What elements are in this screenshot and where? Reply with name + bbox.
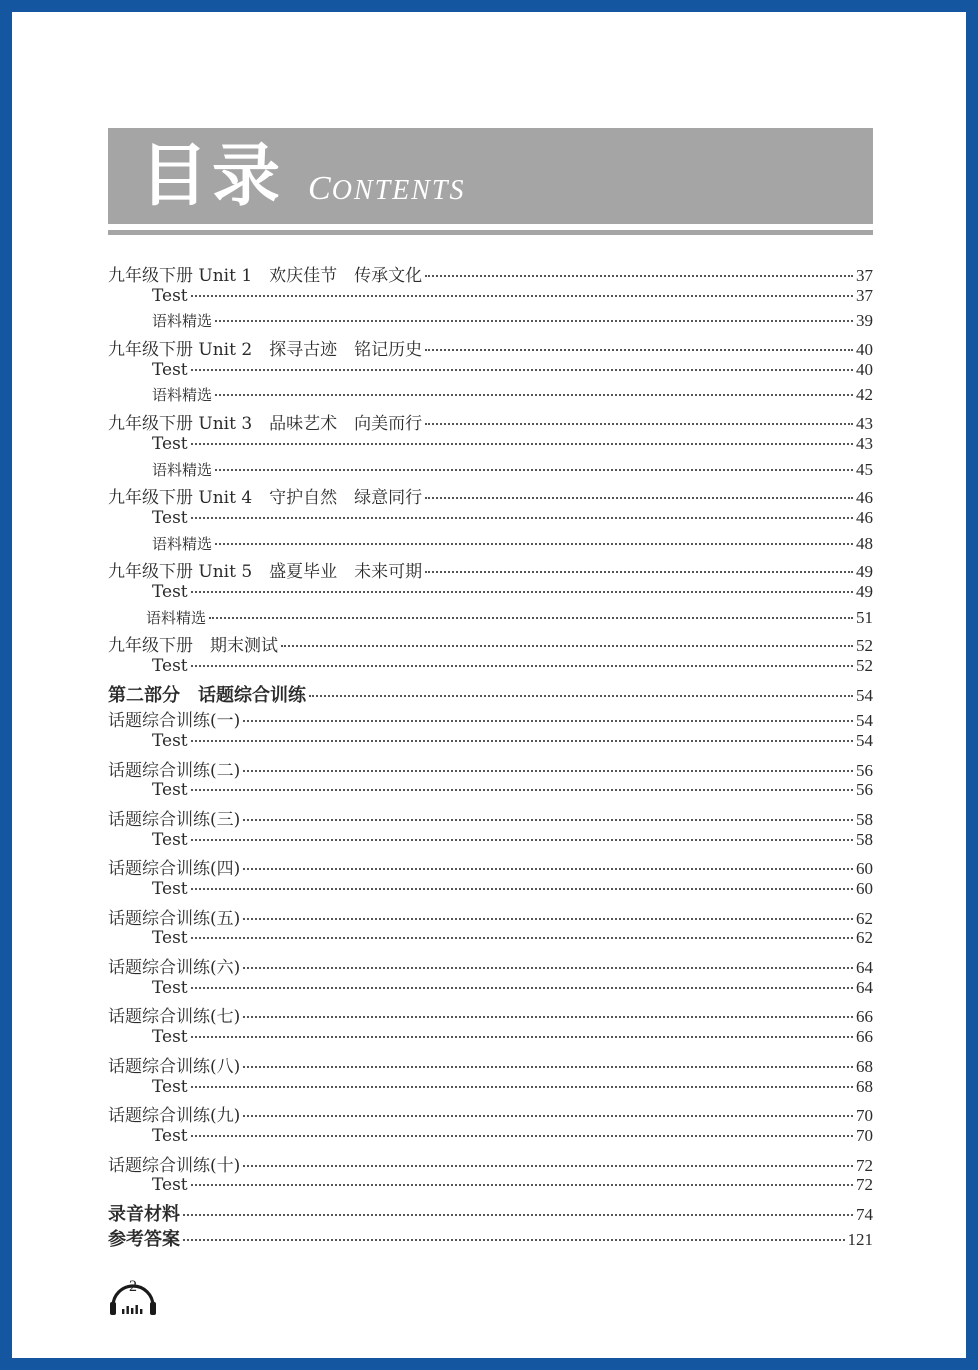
- toc-entry-page: 121: [847, 1230, 873, 1250]
- toc-entry[interactable]: [108, 360, 873, 385]
- document-page: [12, 12, 966, 1358]
- toc-entry[interactable]: [108, 928, 873, 953]
- dot-leader: [243, 1115, 853, 1117]
- dot-leader: [425, 497, 853, 499]
- toc-entry-label: 话题综合训练(六): [108, 958, 241, 979]
- toc-entry-page: 46: [856, 507, 873, 527]
- toc-entry[interactable]: [108, 631, 873, 656]
- dot-leader: [215, 394, 853, 396]
- dot-leader: [215, 543, 853, 545]
- toc-entry-page: 66: [856, 1027, 873, 1047]
- toc-entry[interactable]: [108, 1077, 873, 1102]
- toc-entry[interactable]: [108, 681, 873, 707]
- toc-entry-page: 40: [856, 340, 873, 360]
- toc-entry[interactable]: [108, 756, 873, 781]
- toc-entry-label: Test: [152, 1027, 188, 1048]
- dot-leader: [243, 720, 853, 722]
- dot-leader: [425, 571, 853, 573]
- toc-entry[interactable]: [108, 656, 873, 681]
- toc-entry[interactable]: [108, 854, 873, 879]
- dot-leader: [183, 1239, 845, 1241]
- contents-title-en: [308, 170, 466, 208]
- toc-entry[interactable]: [108, 1225, 873, 1252]
- toc-entry-page: 66: [856, 1007, 873, 1027]
- toc-entry-label: 话题综合训练(二): [108, 760, 241, 781]
- toc-entry-label: 语料精选: [146, 608, 207, 627]
- toc-entry[interactable]: [108, 1200, 873, 1226]
- dot-leader: [191, 839, 853, 841]
- toc-entry-page: 39: [856, 311, 873, 331]
- toc-entry-label: Test: [152, 433, 188, 454]
- toc-entry-label: Test: [152, 730, 188, 751]
- toc-entry-label: Test: [152, 285, 188, 306]
- toc-entry[interactable]: [108, 557, 873, 582]
- dot-leader: [243, 868, 853, 870]
- dot-leader: [191, 740, 853, 742]
- toc-entry-page: 64: [856, 977, 873, 997]
- toc-entry[interactable]: [108, 533, 873, 558]
- toc-entry-label: Test: [152, 928, 188, 949]
- dot-leader: [215, 320, 853, 322]
- toc-entry[interactable]: [108, 830, 873, 855]
- toc-entry-label: 语料精选: [152, 534, 213, 553]
- toc-entry[interactable]: [108, 434, 873, 459]
- toc-entry-page: 68: [856, 1076, 873, 1096]
- dot-leader: [215, 469, 853, 471]
- toc-entry-label: 语料精选: [152, 386, 213, 405]
- toc-entry-label: 话题综合训练(四): [108, 859, 241, 880]
- dot-leader: [191, 665, 853, 667]
- contents-title-en-rest: ONTENTS: [331, 175, 466, 206]
- toc-entry[interactable]: [108, 879, 873, 904]
- dot-leader: [191, 295, 853, 297]
- toc-entry-label: Test: [152, 879, 188, 899]
- toc-entry[interactable]: [108, 978, 873, 1003]
- toc-entry[interactable]: [108, 508, 873, 533]
- dot-leader: [425, 423, 853, 425]
- toc-entry-label: 话题综合训练(五): [108, 908, 241, 929]
- toc-entry[interactable]: [108, 1101, 873, 1126]
- toc-entry-page: 49: [856, 581, 873, 601]
- page-number-badge: [107, 1276, 159, 1318]
- toc-entry[interactable]: [108, 731, 873, 756]
- dot-leader: [191, 443, 853, 445]
- toc-entry[interactable]: [108, 1126, 873, 1151]
- dot-leader: [191, 369, 853, 371]
- toc-entry-page: 54: [856, 685, 873, 705]
- toc-entry-label: 语料精选: [152, 312, 213, 331]
- toc-entry-label: 录音材料: [108, 1203, 180, 1225]
- toc-entry-page: 52: [856, 656, 873, 675]
- toc-entry-label: Test: [152, 1175, 188, 1196]
- toc-entry-label: 九年级下册 Unit 5 盛夏毕业 未来可期: [108, 562, 423, 583]
- dot-leader: [309, 695, 853, 697]
- toc-entry-page: 52: [856, 636, 873, 656]
- dot-leader: [243, 770, 853, 772]
- page-number: 2: [129, 1278, 137, 1295]
- toc-entry-label: Test: [152, 1125, 188, 1146]
- toc-entry-page: 54: [856, 730, 873, 750]
- toc-entry[interactable]: [108, 607, 873, 632]
- toc-entry[interactable]: [108, 1002, 873, 1027]
- toc-entry-page: 60: [856, 879, 873, 898]
- toc-entry-label: 话题综合训练(一): [108, 711, 241, 732]
- toc-entry[interactable]: [108, 483, 873, 508]
- toc-entry-page: 51: [856, 607, 873, 627]
- toc-entry-label: 第二部分 话题综合训练: [108, 684, 306, 706]
- toc-entry[interactable]: [108, 335, 873, 360]
- toc-entry-page: 62: [856, 928, 873, 948]
- toc-entry[interactable]: [108, 904, 873, 929]
- dot-leader: [191, 517, 853, 519]
- dot-leader: [183, 1214, 853, 1216]
- toc-entry-page: 43: [856, 433, 873, 453]
- toc-entry-page: 74: [856, 1204, 873, 1224]
- toc-entry-label: 参考答案: [108, 1229, 180, 1251]
- toc-entry[interactable]: [108, 582, 873, 607]
- toc-entry[interactable]: [108, 1027, 873, 1052]
- toc-entry-page: 58: [856, 829, 873, 849]
- dot-leader: [243, 1066, 853, 1068]
- toc-entry[interactable]: [108, 409, 873, 434]
- toc-entry-page: 56: [856, 780, 873, 800]
- toc-entry-label: Test: [152, 359, 188, 380]
- toc-entry[interactable]: [108, 310, 873, 335]
- toc-entry-label: Test: [152, 829, 188, 850]
- toc-entry[interactable]: [108, 286, 873, 311]
- toc-entry-page: 60: [856, 859, 873, 879]
- toc-entry-label: 九年级下册 Unit 4 守护自然 绿意同行: [108, 488, 423, 509]
- dot-leader: [209, 617, 853, 619]
- contents-title-en-initial: C: [308, 170, 332, 207]
- toc-entry-label: 话题综合训练(九): [108, 1106, 241, 1127]
- toc-entry-page: 72: [856, 1175, 873, 1195]
- dot-leader: [191, 591, 853, 593]
- toc-entry-page: 40: [856, 359, 873, 379]
- toc-entry-page: 56: [856, 760, 873, 780]
- dot-leader: [191, 1086, 853, 1088]
- toc-entry-page: 48: [856, 533, 873, 553]
- toc-entry[interactable]: [108, 384, 873, 409]
- dot-leader: [281, 645, 853, 647]
- toc-entry-label: 九年级下册 Unit 2 探寻古迹 铭记历史: [108, 340, 423, 361]
- toc-entry[interactable]: [108, 1151, 873, 1176]
- dot-leader: [191, 937, 853, 939]
- toc-entry-page: 49: [856, 562, 873, 582]
- dot-leader: [191, 789, 853, 791]
- toc-entry-page: 70: [856, 1125, 873, 1145]
- toc-entry[interactable]: [108, 953, 873, 978]
- toc-entry-page: 58: [856, 809, 873, 829]
- toc-entry[interactable]: [108, 780, 873, 805]
- dot-leader: [425, 275, 853, 277]
- toc-entry-label: 话题综合训练(七): [108, 1007, 241, 1028]
- dot-leader: [243, 967, 853, 969]
- dot-leader: [191, 1036, 853, 1038]
- toc-entry[interactable]: [108, 1175, 873, 1200]
- toc-entry[interactable]: [108, 706, 873, 731]
- toc-entry-label: 九年级下册 期末测试: [108, 636, 278, 657]
- toc-entry-page: 37: [856, 266, 873, 285]
- toc-entry-label: 话题综合训练(三): [108, 809, 241, 830]
- toc-entry-page: 54: [856, 711, 873, 731]
- toc-entry-label: 话题综合训练(八): [108, 1056, 241, 1077]
- dot-leader: [243, 918, 853, 920]
- toc-entry-page: 45: [856, 459, 873, 479]
- toc-entry[interactable]: [108, 261, 873, 286]
- toc-entry-label: Test: [152, 1076, 188, 1097]
- toc-entry-page: 70: [856, 1106, 873, 1126]
- dot-leader: [243, 819, 853, 821]
- dot-leader: [191, 987, 853, 989]
- toc-entry-label: Test: [152, 977, 188, 998]
- toc-entry-page: 37: [856, 285, 873, 305]
- toc-entry[interactable]: [108, 805, 873, 830]
- toc-entry-label: Test: [152, 656, 188, 676]
- dot-leader: [191, 1184, 853, 1186]
- toc-entry-page: 64: [856, 958, 873, 978]
- toc-entry-page: 72: [856, 1155, 873, 1175]
- contents-title-cn: 目录: [140, 136, 285, 216]
- toc-entry-page: 43: [856, 414, 873, 434]
- toc-entry-page: 42: [856, 385, 873, 405]
- toc-entry-label: 语料精选: [152, 460, 213, 479]
- table-of-contents: [108, 261, 873, 1252]
- toc-entry-label: Test: [152, 780, 188, 801]
- toc-entry-page: 46: [856, 488, 873, 508]
- toc-entry-label: 九年级下册 Unit 1 欢庆佳节 传承文化: [108, 266, 423, 286]
- toc-entry-page: 68: [856, 1056, 873, 1076]
- toc-entry-page: 62: [856, 908, 873, 928]
- banner-underline: [108, 230, 873, 235]
- toc-entry[interactable]: [108, 459, 873, 484]
- dot-leader: [243, 1165, 853, 1167]
- dot-leader: [191, 888, 853, 890]
- toc-entry-label: Test: [152, 507, 188, 528]
- toc-entry-label: Test: [152, 581, 188, 602]
- dot-leader: [243, 1016, 853, 1018]
- dot-leader: [425, 349, 853, 351]
- dot-leader: [191, 1135, 853, 1137]
- toc-entry[interactable]: [108, 1052, 873, 1077]
- toc-entry-label: 话题综合训练(十): [108, 1155, 241, 1176]
- contents-banner: [108, 128, 873, 224]
- toc-entry-label: 九年级下册 Unit 3 品味艺术 向美而行: [108, 414, 423, 435]
